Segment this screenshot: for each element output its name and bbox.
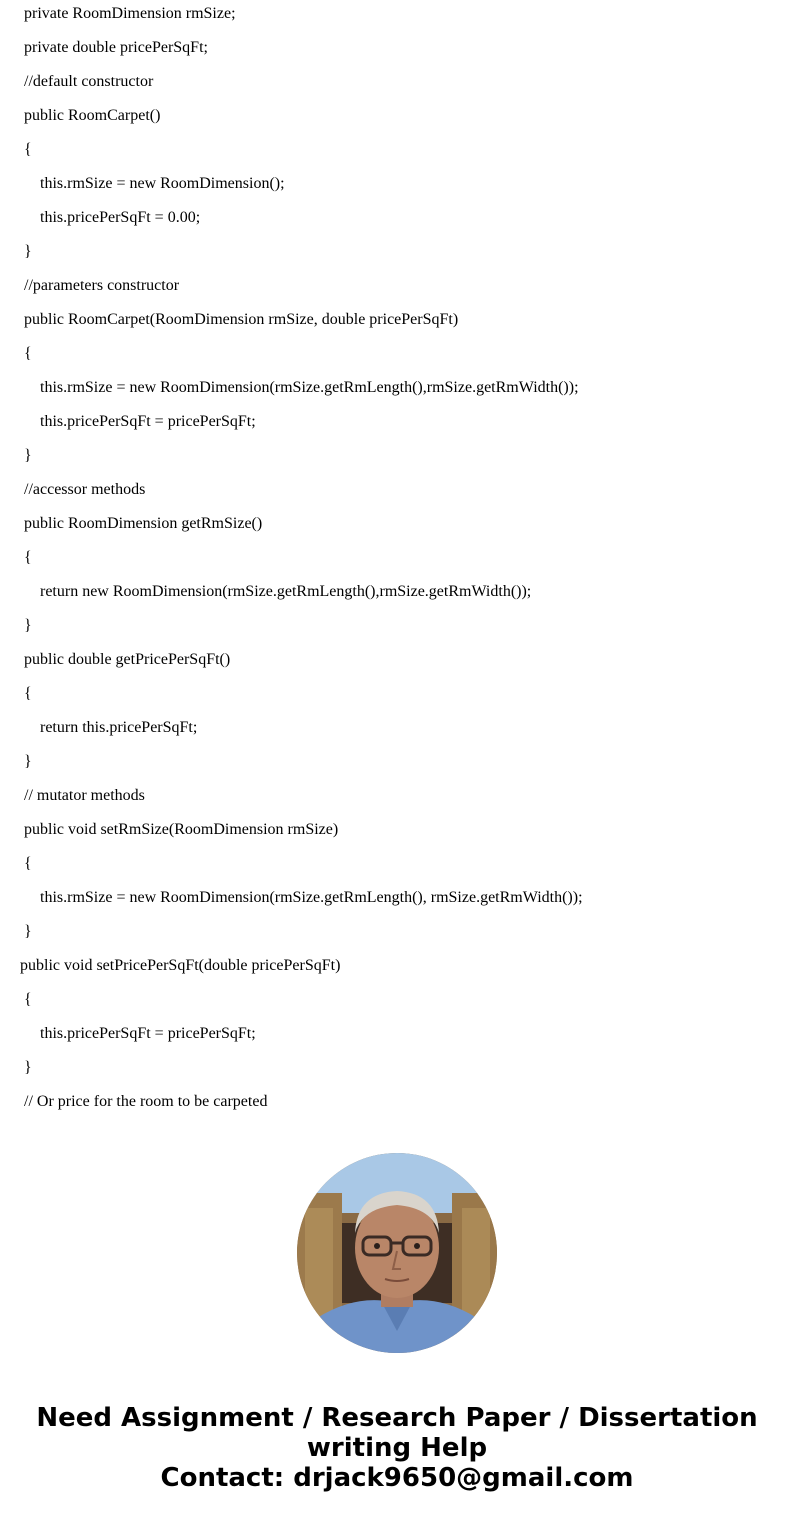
contact-email: Contact: drjack9650@gmail.com — [160, 1463, 634, 1493]
code-line: return this.pricePerSqFt; — [40, 719, 198, 736]
code-line: public double getPricePerSqFt() — [24, 651, 231, 668]
code-line: { — [24, 141, 32, 158]
code-line: { — [24, 855, 32, 872]
code-line: { — [24, 991, 32, 1008]
code-line: this.rmSize = new RoomDimension(rmSize.getRmLength(), rmSize.getRmWidth()); — [40, 889, 583, 906]
code-line: } — [24, 753, 32, 770]
code-line: //default constructor — [24, 73, 154, 90]
code-line: } — [24, 923, 32, 940]
code-line: private double pricePerSqFt; — [24, 39, 208, 56]
code-line: { — [24, 345, 32, 362]
code-line: } — [24, 617, 32, 634]
promo-banner — [0, 1403, 794, 1493]
code-line: //accessor methods — [24, 481, 146, 498]
promo-line: Need Assignment / Research Paper / Dissertation — [36, 1403, 758, 1433]
code-line: public void setRmSize(RoomDimension rmSize) — [24, 821, 339, 838]
code-line: { — [24, 685, 32, 702]
code-line: public RoomCarpet() — [24, 107, 161, 124]
code-line: this.rmSize = new RoomDimension(); — [40, 175, 285, 192]
code-line: // mutator methods — [24, 787, 145, 804]
code-line: this.pricePerSqFt = pricePerSqFt; — [40, 1025, 256, 1042]
code-line: private RoomDimension rmSize; — [24, 5, 236, 22]
code-line: public RoomDimension getRmSize() — [24, 515, 263, 532]
code-line: this.pricePerSqFt = pricePerSqFt; — [40, 413, 256, 430]
code-line: public void setPricePerSqFt(double pricePerSqFt) — [20, 957, 341, 974]
code-line: // Or price for the room to be carpeted — [24, 1093, 268, 1110]
code-line: public RoomCarpet(RoomDimension rmSize, double pricePerSqFt) — [24, 311, 459, 328]
promo-line: writing Help — [306, 1433, 488, 1463]
code-line: { — [24, 549, 32, 566]
code-line: this.rmSize = new RoomDimension(rmSize.getRmLength(),rmSize.getRmWidth()); — [40, 379, 579, 396]
code-line: } — [24, 447, 32, 464]
code-line: } — [24, 1059, 32, 1076]
code-line: this.pricePerSqFt = 0.00; — [40, 209, 201, 226]
code-line: //parameters constructor — [24, 277, 180, 294]
code-line: return new RoomDimension(rmSize.getRmLength(),rmSize.getRmWidth()); — [40, 583, 532, 600]
code-line: } — [24, 243, 32, 260]
author-portrait-image — [297, 1153, 497, 1353]
author-avatar — [297, 1153, 497, 1353]
